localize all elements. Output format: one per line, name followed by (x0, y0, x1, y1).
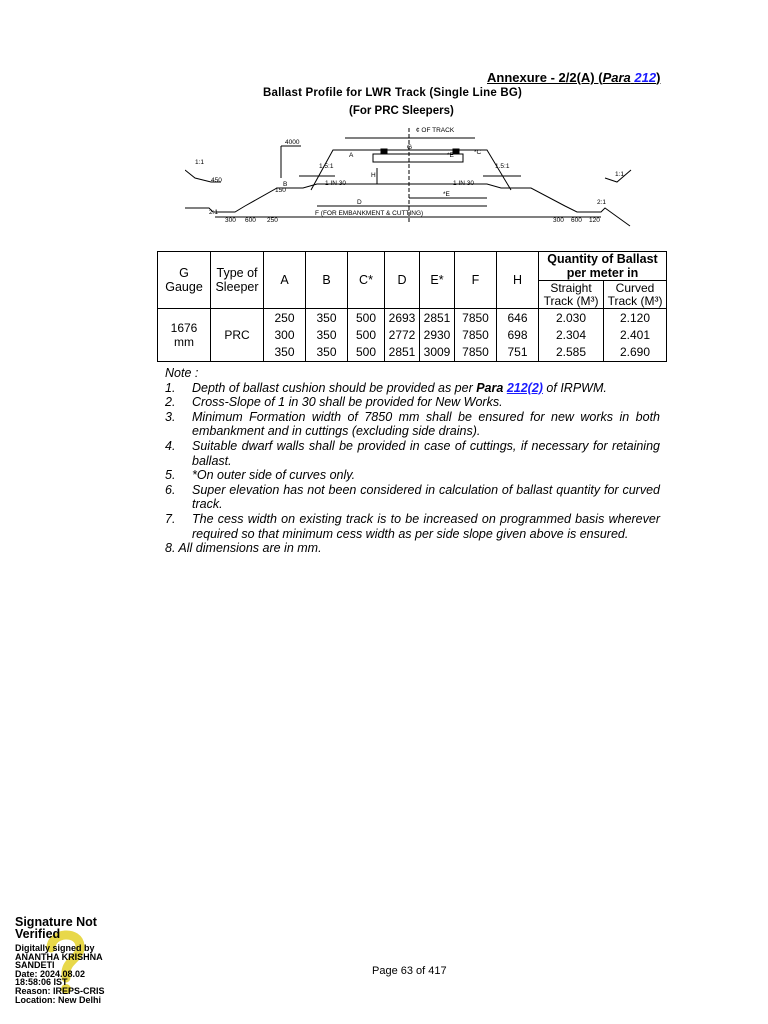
signature-line: 18:58:06 IST (15, 977, 68, 988)
note-number: 6. (165, 482, 176, 497)
cell-c: 500 (348, 327, 385, 344)
note-item (165, 468, 660, 483)
cell-straight: 2.030 (539, 309, 604, 327)
header-b: B (306, 252, 348, 309)
cell-h: 698 (497, 327, 539, 344)
digital-signature-block[interactable] (15, 916, 135, 1016)
note-item-8: 8. All dimensions are in mm. (165, 541, 322, 556)
slope-left-label: 1 IN 30 (325, 180, 346, 187)
dim-150-label: 150 (275, 187, 286, 194)
dim-e-label: *E (443, 191, 450, 198)
dim-600-left-label: 600 (245, 217, 256, 224)
note-number: 1. (165, 380, 176, 395)
header-curved: Curved Track (M³) (604, 281, 667, 309)
annexure-heading (487, 70, 660, 85)
cell-gauge: 1676 mm (158, 309, 211, 362)
cell-f: 7850 (455, 309, 497, 327)
dim-120-label: 120 (589, 217, 600, 224)
para-212-link[interactable]: 212 (634, 70, 657, 85)
note-item (165, 381, 660, 396)
cell-c: 500 (348, 309, 385, 327)
dim-450-label: 450 (211, 177, 222, 184)
dim-300-left-label: 300 (225, 217, 236, 224)
cell-e: 2930 (420, 327, 455, 344)
diagram-subtitle: (For PRC Sleepers) (349, 105, 454, 117)
note-item (165, 410, 660, 439)
cell-curved: 2.120 (604, 309, 667, 327)
ratio-15-left-label: 1.5:1 (319, 163, 334, 170)
dim-a-label: A (349, 152, 354, 159)
annexure-prefix: Annexure - 2/2(A) ( (487, 70, 603, 85)
dim-g-label: G (407, 144, 413, 151)
header-h: H (497, 252, 539, 309)
note-text: Minimum Formation width of 7850 mm shall be ensured for new works in both embankment and in cuttings (excluding side drains). (192, 409, 660, 439)
ratio-21-left-label: 2:1 (209, 209, 219, 216)
ratio-21-right-label: 2:1 (597, 199, 607, 206)
notes-heading: Note : (165, 366, 199, 380)
cell-straight: 2.585 (539, 344, 604, 362)
cell-a: 350 (264, 344, 306, 362)
dim-600-right-label: 600 (571, 217, 582, 224)
dim-d-label: D (357, 199, 362, 206)
notes-list (165, 381, 660, 542)
cell-b: 350 (306, 344, 348, 362)
header-c: C* (348, 252, 385, 309)
dim-250-label: 250 (267, 217, 278, 224)
cell-a: 250 (264, 309, 306, 327)
note-text: *On outer side of curves only. (192, 468, 356, 483)
cell-h: 646 (497, 309, 539, 327)
header-straight: Straight Track (M³) (539, 281, 604, 309)
signature-line: SANDETI (15, 960, 55, 971)
header-d: D (385, 252, 420, 309)
cell-c: 500 (348, 344, 385, 362)
note-item (165, 439, 660, 468)
notes-section (165, 366, 660, 556)
note-text: The cess width on existing track is to be increased on programmed basis wherever required so that minimum cess width as per side slope given above is ensured. (192, 511, 660, 541)
para-212-2-link[interactable]: 212(2) (506, 380, 543, 395)
table-row (158, 309, 667, 327)
cell-sleeper: PRC (211, 309, 264, 362)
note-text: Suitable dwarf walls shall be provided in case of cuttings, if necessary for retaining ballast. (192, 438, 660, 468)
note-number: 3. (165, 409, 176, 424)
note-item (165, 395, 660, 410)
header-e: E* (420, 252, 455, 309)
signature-line: Reason: IREPS-CRIS (15, 985, 105, 996)
dim-f-label: F (FOR EMBANKMENT & CUTTING) (315, 210, 424, 217)
note-text: Super elevation has not been considered in calculation of ballast quantity for curved track. (192, 482, 660, 512)
cell-d: 2772 (385, 327, 420, 344)
cell-a: 300 (264, 327, 306, 344)
dim-b-label: B (283, 181, 288, 188)
dim-4000-label: 4000 (285, 139, 300, 146)
signature-line: Location: New Delhi (15, 994, 102, 1005)
dim-300-right-label: 300 (553, 217, 564, 224)
header-gauge: G Gauge (158, 252, 211, 309)
cell-b: 350 (306, 309, 348, 327)
signature-line: Date: 2024.08.02 (15, 968, 86, 979)
header-sleeper-type: Type of Sleeper (211, 252, 264, 309)
cell-b: 350 (306, 327, 348, 344)
cell-f: 7850 (455, 327, 497, 344)
ballast-quantity-table (157, 251, 667, 362)
dim-h-label: H (371, 172, 376, 179)
signature-status: Signature Not Verified (15, 915, 97, 941)
dim-c-star-label: *C (474, 149, 482, 156)
note-number: 5. (165, 468, 176, 483)
centerline-label: ¢ OF TRACK (416, 127, 455, 134)
cell-straight: 2.304 (539, 327, 604, 344)
ratio-15-right-label: 1.5:1 (495, 163, 510, 170)
cell-e: 2851 (420, 309, 455, 327)
slope-right-label: 1 IN 30 (453, 180, 474, 187)
signature-line: Digitally signed by (15, 943, 95, 953)
note-number: 4. (165, 438, 176, 453)
cell-curved: 2.690 (604, 344, 667, 362)
note-bold: Para (476, 380, 504, 395)
page-number: Page 63 of 417 (372, 965, 447, 977)
signature-line: ANANTHA KRISHNA (15, 951, 103, 962)
note-item (165, 512, 660, 541)
note-number: 2. (165, 395, 176, 410)
header-a: A (264, 252, 306, 309)
para-label: Para (602, 70, 631, 85)
cell-curved: 2.401 (604, 327, 667, 344)
note-text: of IRPWM. (542, 380, 607, 395)
cell-d: 2851 (385, 344, 420, 362)
ballast-profile-diagram (185, 118, 645, 230)
note-text: Cross-Slope of 1 in 30 shall be provided for New Works. (192, 395, 503, 410)
cell-f: 7850 (455, 344, 497, 362)
note-number: 7. (165, 511, 176, 526)
note-item (165, 483, 660, 512)
ratio-11-left-label: 1:1 (195, 159, 205, 166)
cell-d: 2693 (385, 309, 420, 327)
ratio-11-right-label: 1:1 (615, 171, 625, 178)
annexure-suffix: ) (656, 70, 661, 85)
header-f: F (455, 252, 497, 309)
cell-e: 3009 (420, 344, 455, 362)
note-text: Depth of ballast cushion should be provided as per (192, 380, 477, 395)
cell-h: 751 (497, 344, 539, 362)
dim-e-star-label: *E (447, 152, 454, 159)
header-quantity: Quantity of Ballast per meter in (539, 252, 667, 281)
diagram-title: Ballast Profile for LWR Track (Single Line BG) (263, 87, 523, 99)
